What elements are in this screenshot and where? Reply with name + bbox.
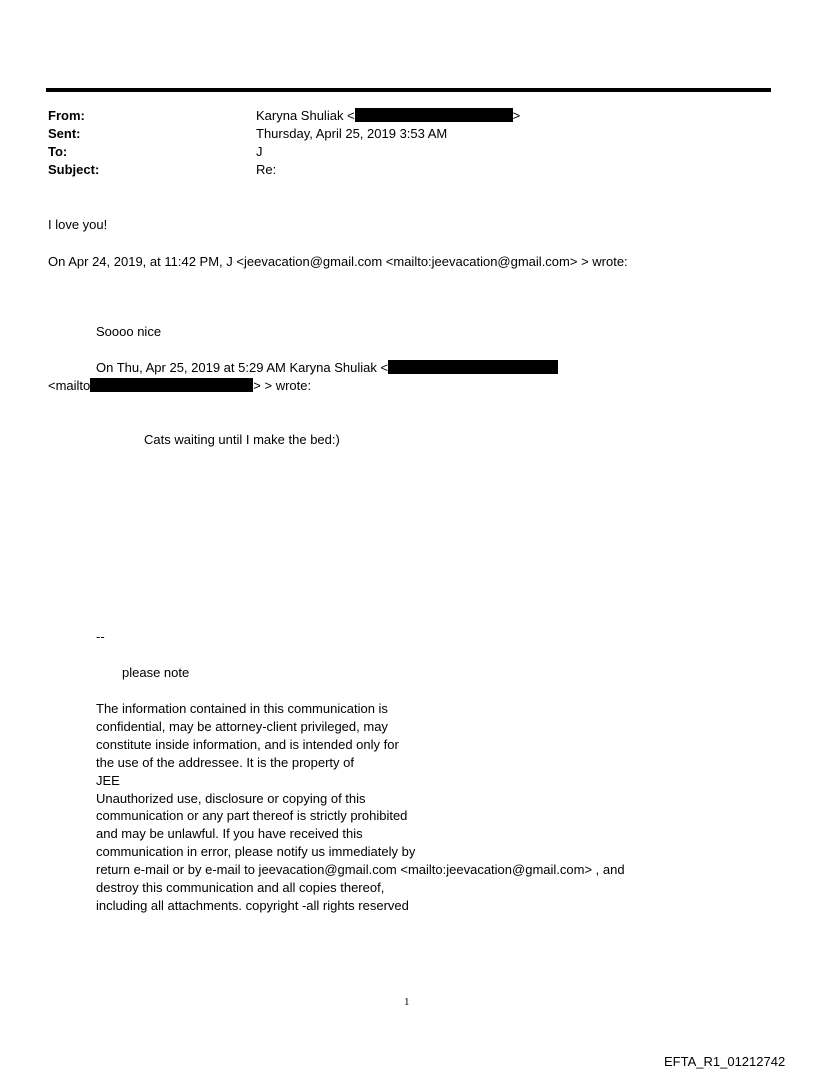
disclaimer-line: communication in error, please notify us immediately by xyxy=(96,844,416,860)
quote1-text: Soooo nice xyxy=(96,324,162,339)
quote2-intro xyxy=(96,359,558,377)
disclaimer-line: and may be unlawful. If you have received this xyxy=(96,826,363,842)
quote1-intro: On Apr 24, 2019, at 11:42 PM, J <jeevacation@gmail.com <mailto:jeevacation@gmail.com> > wrote: xyxy=(48,254,628,269)
disclaimer-line: the use of the addressee. It is the property of xyxy=(96,754,354,770)
disclaimer-line: communication or any part thereof is strictly prohibited xyxy=(96,808,408,824)
subject-value: Re: xyxy=(256,162,277,177)
signature-separator: -- xyxy=(96,629,105,644)
quote2-text: Cats waiting until I make the bed:) xyxy=(144,432,340,447)
greeting: I love you! xyxy=(48,217,108,232)
disclaimer-line: including all attachments. copyright -all rights reserved xyxy=(96,897,409,913)
quote2-intro-text: On Thu, Apr 25, 2019 at 5:29 AM Karyna Shuliak < xyxy=(96,360,389,375)
disclaimer xyxy=(96,700,625,915)
disclaimer-line: JEE xyxy=(96,772,120,788)
from-close: > xyxy=(512,108,521,123)
to-value: J xyxy=(256,144,263,159)
subject-label: Subject: xyxy=(48,162,100,177)
sent-label: Sent: xyxy=(48,126,81,141)
bates-number: EFTA_R1_01212742 xyxy=(664,1054,786,1069)
disclaimer-line: The information contained in this communication is xyxy=(96,701,388,716)
sent-value: Thursday, April 25, 2019 3:53 AM xyxy=(256,126,448,141)
disclaimer-line: Unauthorized use, disclosure or copying of this xyxy=(96,790,366,806)
from-value xyxy=(256,108,520,123)
quote2-mailto-line xyxy=(48,377,311,395)
from-name: Karyna Shuliak < xyxy=(256,108,355,123)
quote2-mailto: <mailto xyxy=(48,378,91,393)
disclaimer-line: confidential, may be attorney-client privileged, may xyxy=(96,718,388,734)
header-rule xyxy=(46,88,771,92)
redaction-box xyxy=(388,360,558,374)
please-note: please note xyxy=(122,665,190,680)
quote2-wrote: > > wrote: xyxy=(253,378,312,393)
disclaimer-line: return e-mail or by e-mail to jeevacation@gmail.com <mailto:jeevacation@gmail.com> , and xyxy=(96,862,625,878)
redaction-box xyxy=(355,108,513,122)
redaction-box xyxy=(90,378,253,392)
disclaimer-line: destroy this communication and all copies thereof, xyxy=(96,880,385,896)
to-label: To: xyxy=(48,144,68,159)
from-label: From: xyxy=(48,108,85,123)
page-number: 1 xyxy=(404,996,410,1008)
disclaimer-line: constitute inside information, and is intended only for xyxy=(96,736,399,752)
